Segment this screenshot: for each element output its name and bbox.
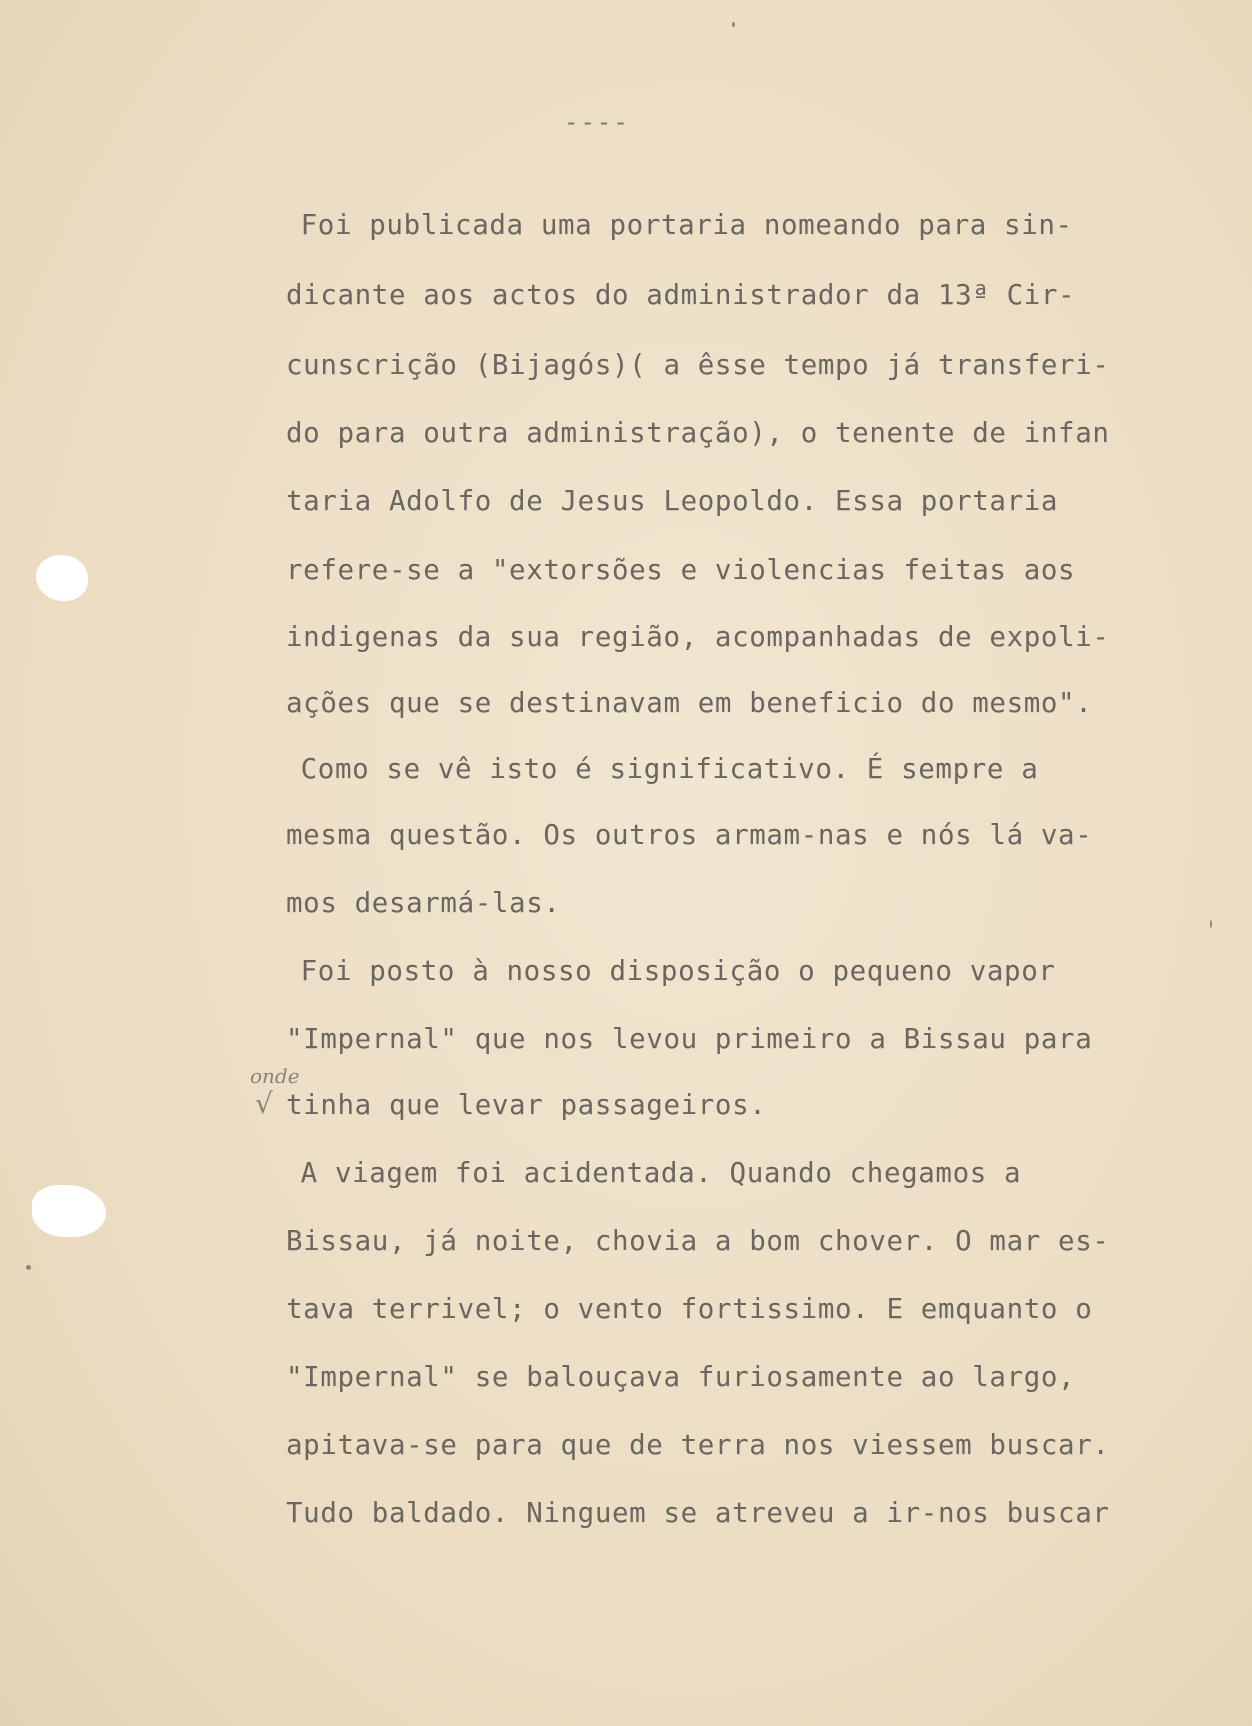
paper-speck xyxy=(1210,920,1212,928)
text-line: Foi publicada uma portaria nomeando para sin- xyxy=(232,209,1073,241)
text-line: Bissau, já noite, chovia a bom chover. O mar es- xyxy=(286,1225,1110,1257)
text-line: refere-se a "extorsões e violencias feitas aos xyxy=(286,554,1076,586)
separator-dashes: ---- xyxy=(564,108,630,136)
punch-hole xyxy=(36,555,88,601)
text-line: apitava-se para que de terra nos viessem buscar. xyxy=(286,1429,1110,1461)
text-line: Tudo baldado. Ninguem se atreveu a ir-nos buscar xyxy=(286,1497,1110,1529)
text-line: Como se vê isto é significativo. É sempre a xyxy=(232,753,1039,785)
handwritten-annotation: onde xyxy=(250,1064,300,1088)
text-line: tava terrivel; o vento fortissimo. E emquanto o xyxy=(286,1293,1093,1325)
punch-hole xyxy=(32,1185,106,1237)
text-line: "Impernal" se balouçava furiosamente ao largo, xyxy=(286,1361,1076,1393)
text-line: tinha que levar passageiros. xyxy=(286,1089,767,1121)
paper-speck xyxy=(732,22,735,27)
text-line: taria Adolfo de Jesus Leopoldo. Essa portaria xyxy=(286,485,1059,517)
text-line: Foi posto à nosso disposição o pequeno vapor xyxy=(232,955,1056,987)
text-line: indigenas da sua região, acompanhadas de expoli- xyxy=(286,621,1110,653)
text-line: mos desarmá-las. xyxy=(286,887,561,919)
text-line: "Impernal" que nos levou primeiro a Bissau para xyxy=(286,1023,1093,1055)
insertion-mark: √ xyxy=(255,1087,273,1120)
text-line: do para outra administração), o tenente de infan xyxy=(286,417,1110,449)
paper-speck xyxy=(26,1265,31,1270)
text-line: dicante aos actos do administrador da 13ª Cir- xyxy=(286,279,1076,311)
text-line: mesma questão. Os outros armam-nas e nós lá va- xyxy=(286,819,1093,851)
text-line: ações que se destinavam em beneficio do mesmo". xyxy=(286,687,1093,719)
text-line: A viagem foi acidentada. Quando chegamos a xyxy=(232,1157,1022,1189)
text-line: cunscrição (Bijagós)( a êsse tempo já transferi- xyxy=(286,349,1110,381)
